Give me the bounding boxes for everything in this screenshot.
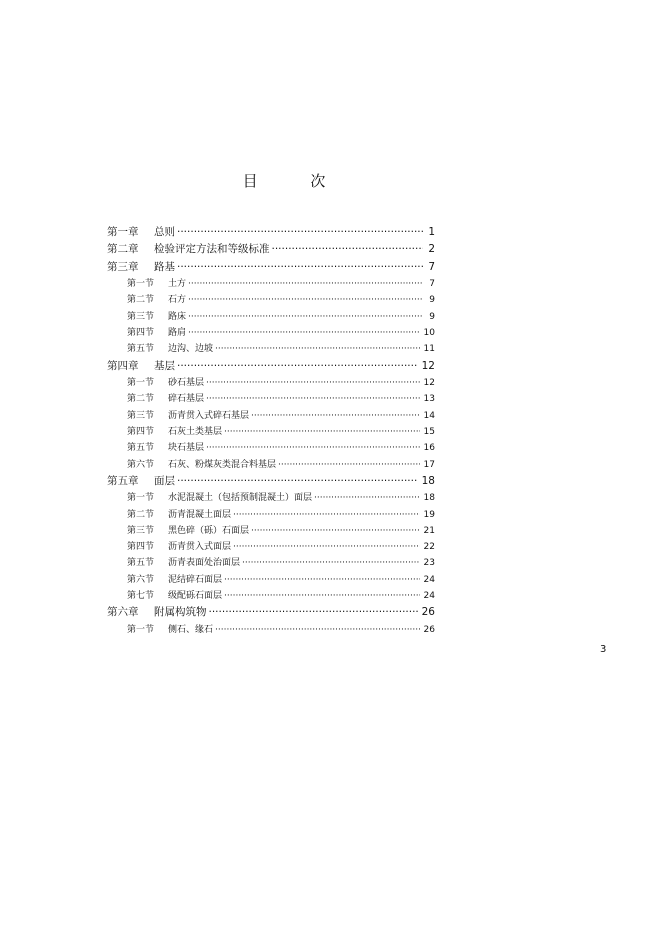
dot-leader bbox=[177, 473, 418, 490]
entry-title: 水泥混凝土（包括预制混凝土）面层 bbox=[168, 493, 313, 504]
toc-chapter-entry[interactable] bbox=[107, 473, 435, 490]
toc-section-entry[interactable] bbox=[107, 457, 435, 473]
entry-title: 泥结碎石面层 bbox=[168, 574, 223, 585]
entry-number: 第四节 bbox=[127, 426, 155, 437]
dot-leader bbox=[278, 457, 420, 473]
entry-number: 第一章 bbox=[107, 226, 139, 238]
entry-number: 第二节 bbox=[127, 295, 155, 306]
entry-title: 基层 bbox=[154, 359, 175, 372]
entry-title: 块石基层 bbox=[168, 443, 205, 454]
dot-leader bbox=[242, 555, 420, 571]
dot-leader bbox=[188, 276, 423, 292]
dot-leader bbox=[314, 490, 420, 506]
toc-section-entry[interactable] bbox=[107, 276, 435, 292]
entry-number: 第四节 bbox=[127, 542, 155, 553]
entry-title: 检验评定方法和等级标准 bbox=[154, 243, 270, 256]
toc-section-entry[interactable] bbox=[107, 523, 435, 539]
entry-number: 第四节 bbox=[127, 328, 155, 339]
entry-number: 第五节 bbox=[127, 344, 155, 355]
dot-leader bbox=[209, 604, 418, 621]
entry-page-number: 7 bbox=[428, 260, 435, 273]
entry-page-number: 15 bbox=[423, 426, 435, 437]
entry-page-number: 14 bbox=[423, 410, 435, 421]
entry-page-number: 10 bbox=[423, 328, 435, 339]
dot-leader bbox=[272, 241, 424, 258]
dot-leader bbox=[177, 358, 418, 375]
entry-number: 第二节 bbox=[127, 394, 155, 405]
entry-page-number: 16 bbox=[423, 443, 435, 454]
entry-title: 沥青贯入式碎石基层 bbox=[168, 410, 250, 421]
entry-title: 碎石基层 bbox=[168, 394, 205, 405]
toc-section-entry[interactable] bbox=[107, 424, 435, 440]
dot-leader bbox=[224, 588, 420, 604]
dot-leader bbox=[215, 341, 420, 357]
entry-page-number: 26 bbox=[423, 624, 435, 635]
entry-number: 第三章 bbox=[107, 260, 139, 273]
entry-page-number: 12 bbox=[421, 359, 435, 372]
entry-page-number: 9 bbox=[429, 311, 435, 322]
dot-leader bbox=[188, 309, 423, 325]
entry-number: 第五节 bbox=[127, 558, 155, 569]
toc-section-entry[interactable] bbox=[107, 292, 435, 308]
entry-number: 第三节 bbox=[127, 410, 155, 421]
entry-number: 第三节 bbox=[127, 525, 155, 536]
dot-leader bbox=[233, 507, 420, 523]
toc-section-entry[interactable] bbox=[107, 588, 435, 604]
entry-page-number: 1 bbox=[428, 226, 435, 238]
entry-number: 第一节 bbox=[127, 378, 155, 389]
toc-section-entry[interactable] bbox=[107, 408, 435, 424]
entry-number: 第七节 bbox=[127, 591, 155, 601]
toc-section-entry[interactable] bbox=[107, 507, 435, 523]
entry-title: 总则 bbox=[154, 226, 175, 238]
entry-number: 第一节 bbox=[127, 624, 155, 635]
entry-page-number: 11 bbox=[423, 344, 435, 355]
dot-leader bbox=[206, 391, 420, 407]
page-number: 3 bbox=[600, 644, 607, 655]
toc-section-entry[interactable] bbox=[107, 325, 435, 341]
toc-section-entry[interactable] bbox=[107, 391, 435, 407]
toc-section-entry[interactable] bbox=[107, 555, 435, 571]
entry-title: 砂石基层 bbox=[168, 378, 205, 389]
toc-chapter-entry[interactable] bbox=[107, 224, 435, 241]
entry-number: 第一节 bbox=[127, 493, 155, 504]
dot-leader bbox=[215, 622, 420, 638]
entry-number: 第四章 bbox=[107, 359, 139, 372]
dot-leader bbox=[251, 523, 420, 539]
dot-leader bbox=[177, 259, 423, 276]
entry-page-number: 18 bbox=[421, 474, 435, 487]
entry-page-number: 7 bbox=[429, 279, 435, 290]
entry-number: 第三节 bbox=[127, 311, 155, 322]
entry-title: 侧石、缘石 bbox=[168, 624, 214, 635]
table-of-contents bbox=[107, 224, 435, 638]
entry-title: 附属构筑物 bbox=[154, 606, 207, 619]
entry-page-number: 13 bbox=[423, 394, 435, 405]
entry-page-number: 23 bbox=[423, 558, 435, 569]
entry-title: 石灰、粉煤灰类混合料基层 bbox=[168, 459, 277, 470]
dot-leader bbox=[251, 408, 420, 424]
entry-number: 第二章 bbox=[107, 243, 139, 256]
toc-section-entry[interactable] bbox=[107, 309, 435, 325]
entry-title: 石方 bbox=[168, 295, 187, 306]
toc-section-entry[interactable] bbox=[107, 539, 435, 555]
entry-title: 沥青贯入式面层 bbox=[168, 542, 232, 553]
toc-section-entry[interactable] bbox=[107, 375, 435, 391]
toc-section-entry[interactable] bbox=[107, 440, 435, 456]
toc-section-entry[interactable] bbox=[107, 572, 435, 588]
entry-number: 第六节 bbox=[127, 574, 155, 585]
entry-title: 沥青混凝土面层 bbox=[168, 509, 232, 520]
dot-leader bbox=[206, 440, 420, 456]
toc-title: 目 次 bbox=[242, 172, 350, 190]
dot-leader bbox=[206, 375, 420, 391]
entry-title: 级配砾石面层 bbox=[168, 591, 223, 601]
entry-number: 第一节 bbox=[127, 279, 155, 290]
toc-section-entry[interactable] bbox=[107, 490, 435, 506]
entry-number: 第六章 bbox=[107, 606, 139, 619]
toc-chapter-entry[interactable] bbox=[107, 259, 435, 276]
entry-page-number: 12 bbox=[423, 378, 435, 389]
entry-page-number: 22 bbox=[423, 542, 435, 553]
entry-title: 路肩 bbox=[168, 328, 187, 339]
entry-title: 面层 bbox=[154, 474, 175, 487]
entry-page-number: 21 bbox=[423, 525, 435, 536]
entry-page-number: 17 bbox=[423, 459, 435, 470]
entry-number: 第六节 bbox=[127, 459, 155, 470]
dot-leader bbox=[224, 424, 420, 440]
entry-title: 路床 bbox=[168, 311, 187, 322]
dot-leader bbox=[177, 224, 423, 241]
toc-chapter-entry[interactable] bbox=[107, 241, 435, 258]
entry-page-number: 2 bbox=[428, 243, 435, 256]
toc-chapter-entry[interactable] bbox=[107, 604, 435, 621]
dot-leader bbox=[233, 539, 420, 555]
entry-page-number: 19 bbox=[423, 509, 435, 520]
toc-section-entry[interactable] bbox=[107, 622, 435, 638]
entry-number: 第二节 bbox=[127, 509, 155, 520]
entry-title: 边沟、边坡 bbox=[168, 344, 214, 355]
entry-title: 土方 bbox=[168, 279, 187, 290]
dot-leader bbox=[188, 292, 423, 308]
entry-number: 第五节 bbox=[127, 443, 155, 454]
dot-leader bbox=[188, 325, 420, 341]
entry-page-number: 26 bbox=[421, 606, 435, 619]
entry-page-number: 18 bbox=[423, 493, 435, 504]
entry-title: 沥青表面处治面层 bbox=[168, 558, 241, 569]
dot-leader bbox=[224, 572, 420, 588]
toc-chapter-entry[interactable] bbox=[107, 358, 435, 375]
entry-title: 路基 bbox=[154, 260, 175, 273]
entry-title: 石灰土类基层 bbox=[168, 426, 223, 437]
entry-title: 黑色碎（砾）石面层 bbox=[168, 525, 250, 536]
entry-page-number: 24 bbox=[423, 591, 435, 601]
toc-section-entry[interactable] bbox=[107, 341, 435, 357]
entry-page-number: 24 bbox=[423, 574, 435, 585]
entry-page-number: 9 bbox=[429, 295, 435, 306]
entry-number: 第五章 bbox=[107, 474, 139, 487]
